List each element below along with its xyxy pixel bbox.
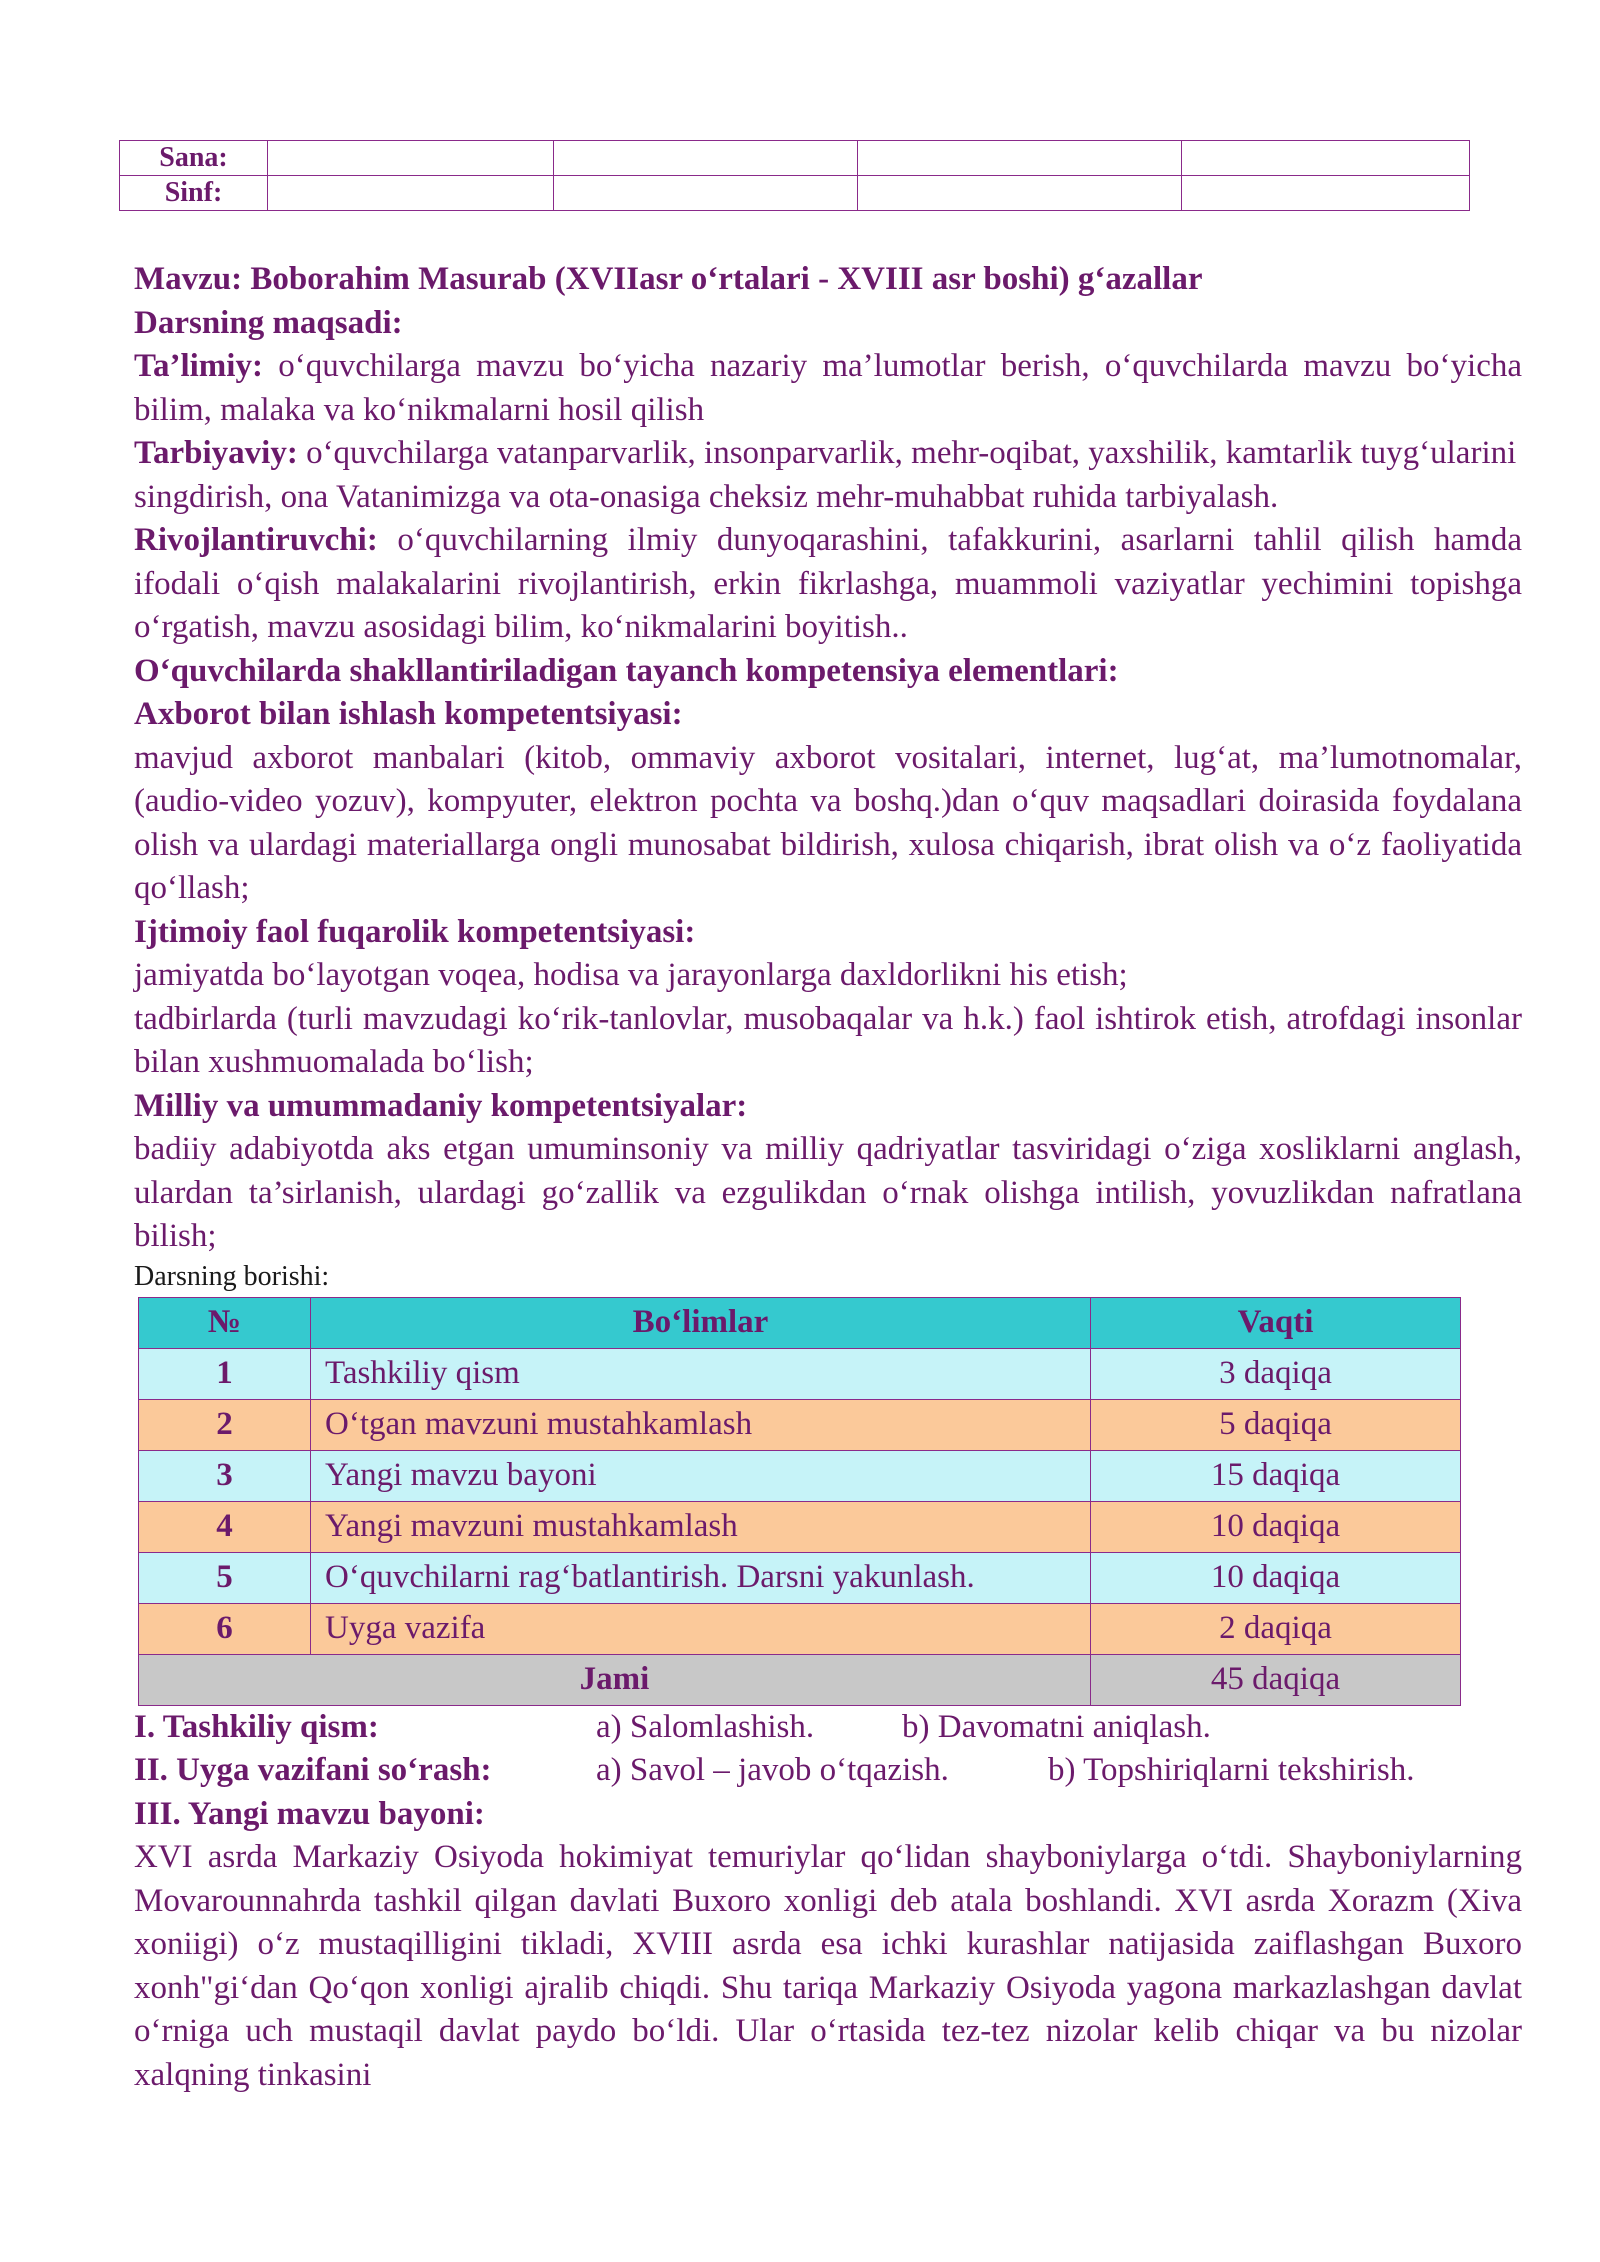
total-time: 45 daqiqa <box>1091 1654 1461 1705</box>
plan-header-time: Vaqti <box>1091 1297 1461 1348</box>
goal-text: o‘quvchilarning ilmiy dunyoqarashini, tafakkurini, asarlarni tahlil qilish hamda ifodali o‘qish malakalarini rivojlantirish, erkin fikrlashga, muammoli vaziyatlar yechimini topishga o‘rgatish, mavzu asosidagi bilim, ko‘nikmalarini boyitish.. <box>134 522 1522 645</box>
new-topic-heading: III. Yangi mavzu bayoni: <box>134 1795 485 1832</box>
row-number: 2 <box>139 1399 311 1450</box>
goal-label: Tarbiyaviy: <box>134 435 298 471</box>
goal-upbringing <box>134 432 1522 519</box>
table-row <box>139 1603 1461 1654</box>
row-time: 10 daqiqa <box>1091 1552 1461 1603</box>
row-number: 3 <box>139 1450 311 1501</box>
date-cell[interactable] <box>1182 141 1470 176</box>
step-label: II. Uyga vazifani so‘rash: <box>134 1752 492 1788</box>
row-time: 15 daqiqa <box>1091 1450 1461 1501</box>
step-a: a) Salomlashish. <box>596 1708 815 1745</box>
plan-header-sections: Bo‘limlar <box>311 1297 1091 1348</box>
date-label: Sana: <box>120 141 268 176</box>
goal-label: Rivojlantiruvchi: <box>134 522 378 558</box>
row-number: 1 <box>139 1348 311 1399</box>
row-title: Yangi mavzu bayoni <box>311 1450 1091 1501</box>
goal-label: Ta’limiy: <box>134 348 263 384</box>
goal-text: o‘quvchilarga vatanparvarlik, insonparvarlik, mehr-oqibat, yaxshilik, kamtarlik tuyg‘ularini singdirish, ona Vatanimizga va ota-onasiga cheksiz mehr-muhabbat ruhida tarbiyalash. <box>134 435 1517 515</box>
competency-heading: O‘quvchilarda shakllantiriladigan tayanch kompetensiya elementlari: <box>134 652 1119 689</box>
date-class-table <box>119 140 1470 211</box>
row-number: 4 <box>139 1501 311 1552</box>
step-a: a) Savol – javob o‘tqazish. <box>596 1752 949 1788</box>
table-row <box>139 1348 1461 1399</box>
date-cell[interactable] <box>268 141 554 176</box>
class-cell[interactable] <box>858 176 1182 211</box>
row-time: 10 daqiqa <box>1091 1501 1461 1552</box>
step-label: I. Tashkiliy qism: <box>134 1708 379 1745</box>
competency-text: badiiy adabiyotda aks etgan umuminsoniy va milliy qadriyatlar tasviridagi o‘ziga xosliklarni anglash, ulardan ta’sirlanish, ulardagi go‘zallik va ezgulikdan o‘rnak olishga intilish, yovuzlikdan nafratlana bilish; <box>134 1131 1522 1254</box>
class-row <box>120 176 1470 211</box>
total-label: Jami <box>139 1654 1091 1705</box>
row-time: 5 daqiqa <box>1091 1399 1461 1450</box>
row-time: 3 daqiqa <box>1091 1348 1461 1399</box>
lesson-content <box>134 258 1522 2097</box>
step-b: b) Davomatni aniqlash. <box>902 1708 1211 1745</box>
class-cell[interactable] <box>554 176 858 211</box>
row-title: O‘tgan mavzuni mustahkamlash <box>311 1399 1091 1450</box>
class-cell[interactable] <box>1182 176 1470 211</box>
row-title: Yangi mavzuni mustahkamlash <box>311 1501 1091 1552</box>
table-row <box>139 1450 1461 1501</box>
date-cell[interactable] <box>858 141 1182 176</box>
competency-text: tadbirlarda (turli mavzudagi ko‘rik-tanlovlar, musobaqalar va h.k.) faol ishtirok etish, atrofdagi insonlar bilan xushmuomalada bo‘lish; <box>134 1000 1522 1080</box>
row-title: O‘quvchilarni rag‘batlantirish. Darsni yakunlash. <box>311 1552 1091 1603</box>
goal-developmental <box>134 519 1522 650</box>
competency-title: Axborot bilan ishlash kompetentsiyasi: <box>134 696 683 732</box>
goal-educational <box>134 345 1522 432</box>
table-row <box>139 1552 1461 1603</box>
table-row <box>139 1501 1461 1552</box>
plan-header-number: № <box>139 1297 311 1348</box>
row-number: 6 <box>139 1603 311 1654</box>
date-row <box>120 141 1470 176</box>
row-number: 5 <box>139 1552 311 1603</box>
row-title: Uyga vazifa <box>311 1603 1091 1654</box>
row-time: 2 daqiqa <box>1091 1603 1461 1654</box>
new-topic-text: XVI asrda Markaziy Osiyoda hokimiyat temuriylar qo‘lidan shayboniylarga o‘tdi. Shayboniylarning Movarounnahrda tashkil qilgan davlati Buxoro xonligi deb atala boshlandi. XVI asrda Xorazm (Xiva xoniigi) o‘z mustaqilligini tikladi, XVIII asrda esa ichki kurashlar natijasida zaiflashgan Buxoro xonh"gi‘dan Qo‘qon xonligi ajralib chiqdi. Shu tariqa Markaziy Osiyoda yagona markazlashgan davlat o‘rniga uch mustaqil davlat paydo bo‘ldi. Ular o‘rtasida tez-tez nizolar kelib chiqar va bu nizolar xalqning tinkasini <box>134 1839 1522 2093</box>
plan-header-row <box>139 1297 1461 1348</box>
plan-total-row <box>139 1654 1461 1705</box>
goals-heading: Darsning maqsadi: <box>134 304 403 341</box>
competency-text: jamiyatda bo‘layotgan voqea, hodisa va jarayonlarga daxldorlikni his etish; <box>134 957 1128 993</box>
class-label: Sinf: <box>120 176 268 211</box>
lesson-topic: Mavzu: Boborahim Masurab (XVIIasr o‘rtalari - XVIII asr boshi) g‘azallar <box>134 261 1203 297</box>
competency-title: Milliy va umummadaniy kompetentsiyalar: <box>134 1087 748 1124</box>
competency-title: Ijtimoiy faol fuqarolik kompetentsiyasi: <box>134 913 696 950</box>
table-row <box>139 1399 1461 1450</box>
step-b: b) Topshiriqlarni tekshirish. <box>1048 1752 1415 1788</box>
plan-caption: Darsning borishi: <box>134 1260 330 1292</box>
step-homework-check <box>134 1749 1522 1793</box>
row-title: Tashkiliy qism <box>311 1348 1091 1399</box>
competency-text: mavjud axborot manbalari (kitob, ommaviy axborot vositalari, internet, lug‘at, ma’lumotnomalar, (audio-video yozuv), kompyuter, elektron pochta va boshq.)dan o‘quv maqsadlari doirasida foydalana olish va ulardagi materiallarga ongli munosabat bildirish, xulosa chiqarish, ibrat olish va o‘z faoliyatida qo‘llash; <box>134 739 1522 906</box>
date-cell[interactable] <box>554 141 858 176</box>
step-organization <box>134 1706 1522 1750</box>
lesson-plan-table <box>138 1297 1461 1706</box>
goal-text: o‘quvchilarga mavzu bo‘yicha nazariy ma’lumotlar berish, o‘quvchilarda mavzu bo‘yicha bilim, malaka va ko‘nikmalarni hosil qilish <box>134 348 1522 428</box>
class-cell[interactable] <box>268 176 554 211</box>
